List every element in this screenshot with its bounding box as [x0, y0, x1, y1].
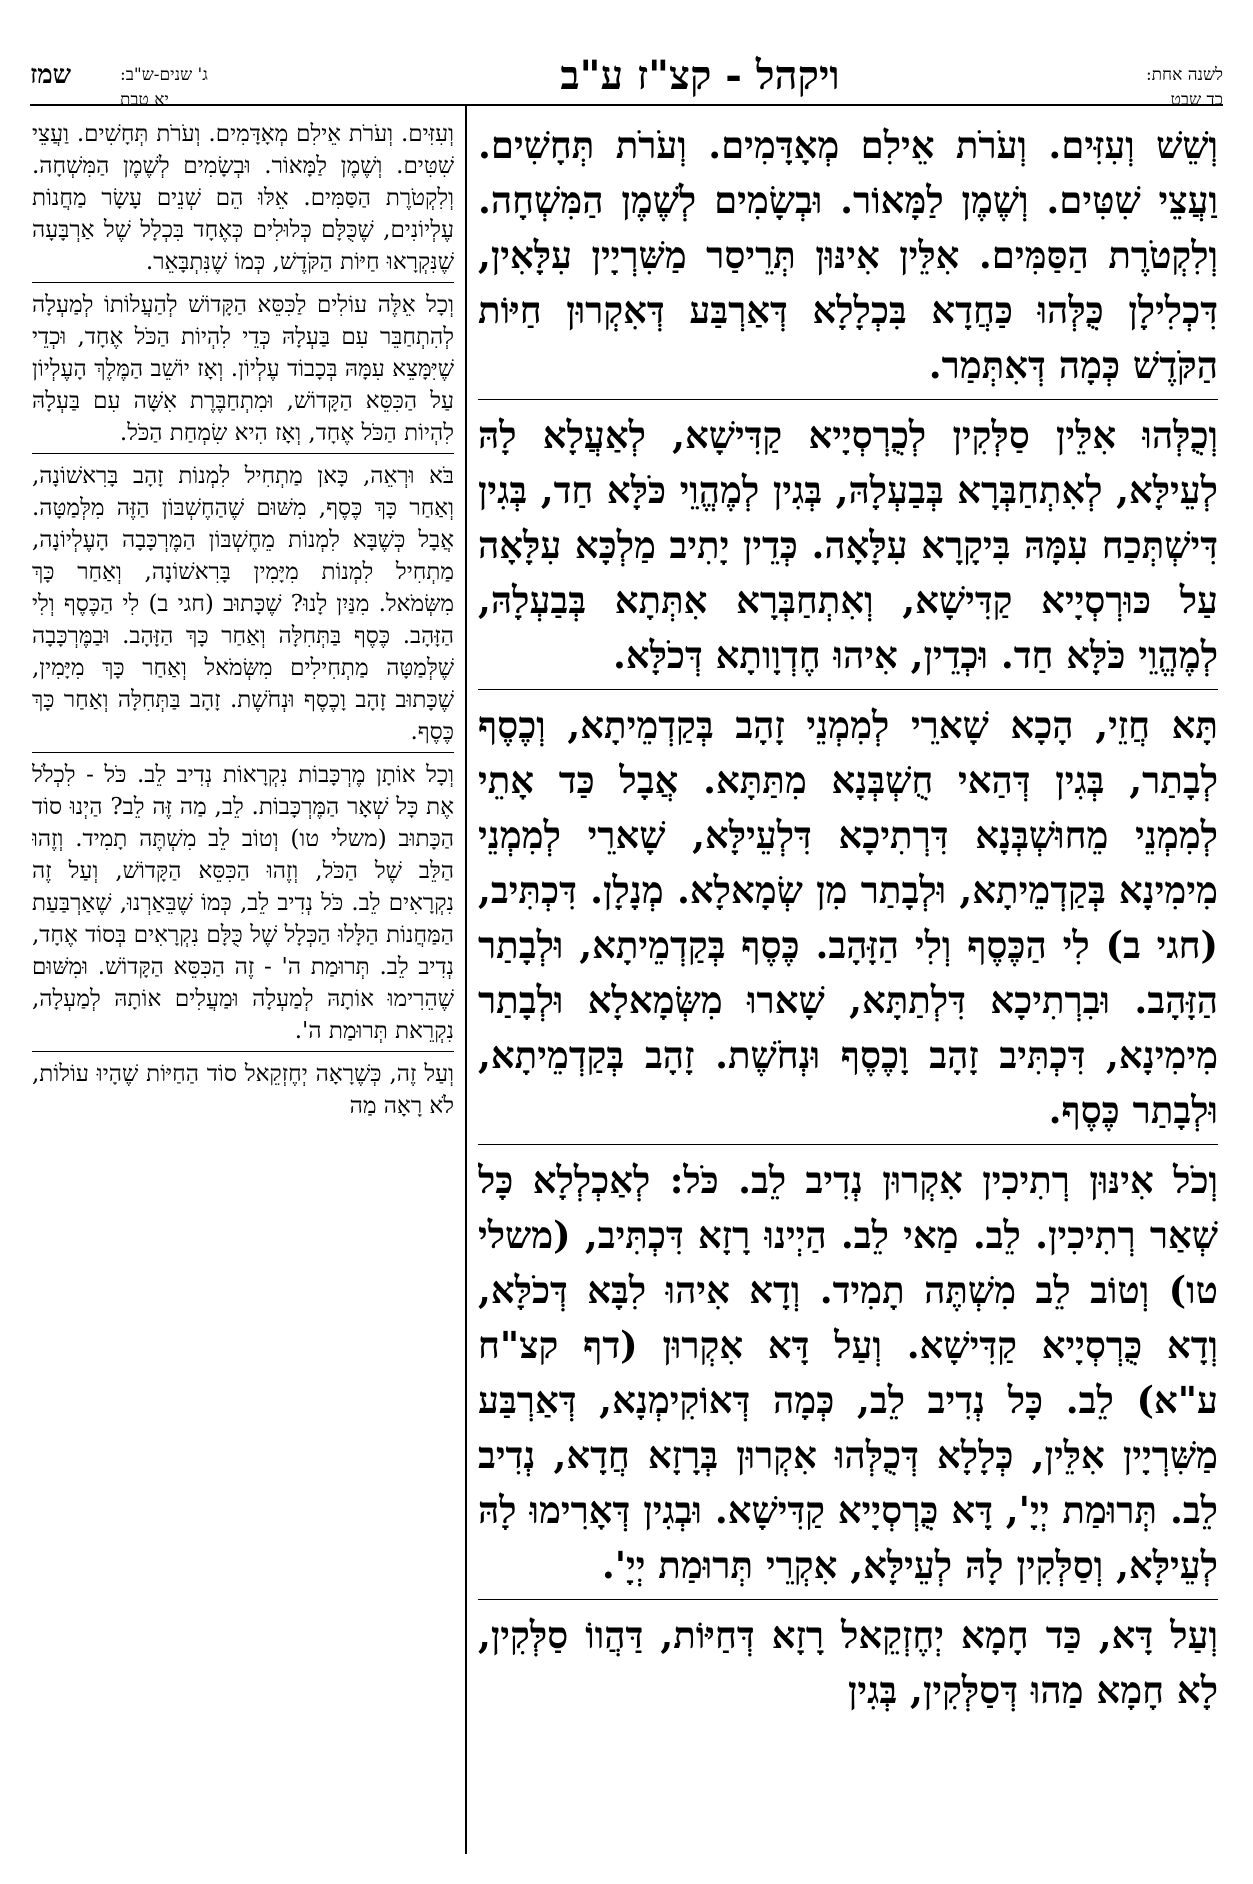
- commentary-paragraph: וְכָל אֵלֶּה עוֹלִים לַכִּסֵּא הַקָּדוֹשׁ לְהַעֲלוֹתוֹ לְמַעְלָה לְהִתְחַבֵּר עִם בַּעְלָהּ כְּדֵי לִהְיוֹת הַכֹּל אֶחָד, וּכְדֵי שֶׁיִּמָּצֵא עִמָּהּ בְּכָבוֹד עֶלְיוֹן. וְאָז יוֹשֵׁב הַמֶּלֶךְ הָעֶלְיוֹן עַל הַכִּסֵּא הַקָּדוֹשׁ, וּמִתְחַבֶּרֶת אִשָּׁה עִם בַּעְלָהּ לִהְיוֹת הַכֹּל אֶחָד, וְאָז הִיא שִׂמְחַת הַכֹּל.: [32, 289, 454, 454]
- main-text-column: [478, 118, 1218, 1858]
- schedule-three-years-label: ג' שנים-ש"ב:: [120, 65, 208, 85]
- schedule-one-year-date: כד שבט: [1170, 90, 1223, 110]
- schedule-three-years-date: יא טבת: [120, 90, 169, 110]
- column-divider: [465, 106, 467, 1854]
- main-paragraph: וְעַל דָּא, כַּד חָמָא יְחֶזְקֵאל רָזָא דְּחַיּוֹת, דַּהֲווֹ סַלְּקִין, לָא חָמָא מַהוּ דְּסַלְּקִין, בְּגִין: [478, 1613, 1218, 1712]
- commentary-paragraph: וְכָל אוֹתָן מֶרְכָּבוֹת נִקְרָאוֹת נְדִיב לֵב. כֹּל - לִכְלֹל אֶת כָּל שְׁאָר הַמֶּרְכָּבוֹת. לֵב, מַה זֶּה לֵב? הַיְנוּ סוֹד הַכָּתוּב (משלי טו) וְטוֹב לֵב מִשְׁתֶּה תָמִיד. וְזֶהוּ הַלֵּב שֶׁל הַכֹּל, וְזֶהוּ הַכִּסֵּא הַקָּדוֹשׁ, וְעַל זֶה נִקְרָאִים לֵב. כֹּל נְדִיב לֵב, כְּמוֹ שֶׁבֵּאַרְנוּ, שֶׁאַרְבַּעַת הַמַּחֲנוֹת הַלָּלוּ הַכְּלָל שֶׁל כֻּלָּם נִקְרָאִים בְּסוֹד אֶחָד, נְדִיב לֵב. תְּרוּמַת ה' - זֶה הַכִּסֵּא הַקָּדוֹשׁ. וּמִשּׁוּם שֶׁהֵרִימוּ אוֹתָהּ לְמַעְלָה וּמַעֲלִים אוֹתָהּ לְמַעְלָה, נִקְרֵאת תְּרוּמַת ה'.: [32, 759, 454, 1052]
- header-divider: [30, 104, 1223, 106]
- main-paragraph: וְשֵׁשׁ וְעִזִּים. וְעֹרֹת אֵילִם מְאָדָּמִים. וְעֹרֹת תְּחָשִׁים. וַעֲצֵי שִׁטִּים. וְשֶׁמֶן לַמָּאוֹר. וּבְשָׂמִים לְשֶׁמֶן הַמִּשְׁחָה. וְלִקְטֹרֶת הַסַּמִּים. אִלֵּין אִינּוּן תְּרֵיסַר מַשִּׁרְיָין עִלָּאִין, דִּכְלִילָן כֻּלְּהוּ כַּחֲדָא בִּכְלָלָא דְּאַרְבַּע דְּאִקְרוּן חַיּוֹת הַקֹּדֶשׁ כְּמָה דְּאִתְּמַר.: [478, 118, 1218, 400]
- page-title: ויקהל - קצ"ז ע"ב: [560, 52, 840, 99]
- commentary-paragraph: בֹּא וּרְאֵה, כָּאן מַתְחִיל לִמְנוֹת זָהָב בָּרִאשׁוֹנָה, וְאַחַר כָּךְ כֶּסֶף, מִשּׁוּם שֶׁהַחֶשְׁבּוֹן הַזֶּה מִלְּמַטָּה. אֲבָל כְּשֶׁבָּא לִמְנוֹת מֵחֶשְׁבּוֹן הַמֶּרְכָּבָה הָעֶלְיוֹנָה, מַתְחִיל לִמְנוֹת מִיָּמִין בָּרִאשׁוֹנָה, וְאַחַר כָּךְ מִשְּׂמֹאל. מִנַּיִן לָנוּ? שֶׁכָּתוּב (חגי ב) לִי הַכֶּסֶף וְלִי הַזָּהָב. כֶּסֶף בַּתְּחִלָּה וְאַחַר כָּךְ הַזָּהָב. וּבַמֶּרְכָּבָה שֶׁלְּמַטָּה מַתְחִילִים מִשְּׂמֹאל וְאַחַר כָּךְ מִיָּמִין, שֶׁכָּתוּב זָהָב וָכֶסֶף וּנְחֹשֶׁת. זָהָב בַּתְּחִלָּה וְאַחַר כָּךְ כֶּסֶף.: [32, 460, 454, 753]
- main-paragraph: וְכֹל אִינּוּן רְתִיכִין אִקְרוּן נְדִיב לֵב. כֹּל: לְאַכְלְלָא כָּל שְׁאַר רְתִיכִין. לֵב. מַאי לֵב. הַיְינוּ רָזָא דִּכְתִּיב, (משלי טו) וְטוֹב לֵב מִשְׁתֶּה תָמִיד. וְדָא אִיהוּ לִבָּא דְּכֹלָּא, וְדָא כֻּרְסְיָיא קַדִּישָׁא. וְעַל דָּא אִקְרוּן (דף קצ"ח ע"א) לֵב. כָּל נְדִיב לֵב, כְּמָה דְּאוֹקִימְנָא, דְּאַרְבַּע מַשִּׁרְיָין אִלֵּין, כְּלָלָא דְּכֻלְּהוּ אִקְרוּן בְּרָזָא חֲדָא, נְדִיב לֵב. תְּרוּמַת יְיָ', דָּא כֻּרְסְיָיא קַדִּישָׁא. וּבְגִין דְּאָרִימוּ לָהּ לְעֵילָּא, וְסַלְּקִין לָהּ לְעֵילָּא, אִקְרֵי תְּרוּמַת יְיָ'.: [478, 1153, 1218, 1600]
- main-paragraph: וְכֻלְּהוּ אִלֵּין סַלְּקִין לְכֻרְסְיָיא קַדִּישָׁא, לְאַעֲלָא לָהּ לְעֵילָּא, לְאִתְחַבְּרָא בְּבַעְלָהּ, בְּגִין לְמֶהֱוֵי כֹּלָּא חַד, בְּגִין דִּישְׁתְּכַח עִמָּהּ בִּיקָרָא עִלָּאָה. כְּדֵין יָתִיב מַלְכָּא עִלָּאָה עַל כּוּרְסְיָיא קַדִּישָׁא, וְאִתְחַבְּרָא אִתְּתָא בְּבַעְלָהּ, לְמֶהֱוֵי כֹּלָּא חַד. וּכְדֵין, אִיהוּ חֶדְוָותָא דְּכֹלָּא.: [478, 408, 1218, 690]
- schedule-one-year-label: לשנה אחת:: [1145, 65, 1223, 85]
- commentary-paragraph: וְעַל זֶה, כְּשֶׁרָאָה יְחֶזְקֵאל סוֹד הַחַיּוֹת שֶׁהָיוּ עוֹלוֹת, לֹא רָאָה מַה: [32, 1061, 454, 1119]
- commentary-paragraph: וְעִזִּים. וְעֹרֹת אֵילִם מְאָדָּמִים. וְעֹרֹת תְּחָשִׁים. וַעֲצֵי שִׁטִּים. וְשֶׁמֶן לַמָּאוֹר. וּבְשָׂמִים לְשֶׁמֶן הַמִּשְׁחָה. וְלִקְטֹרֶת הַסַּמִּים. אֵלּוּ הֵם שְׁנֵים עָשָׂר מַחֲנוֹת עֶלְיוֹנִים, שֶׁכֻּלָּם כְּלוּלִים כְּאֶחָד בִּכְלָל שֶׁל אַרְבָּעָה שֶׁנִּקְרָאוּ חַיּוֹת הַקֹּדֶשׁ, כְּמוֹ שֶׁנִּתְבָּאֵר.: [32, 118, 454, 283]
- page-header: [30, 50, 1223, 110]
- page-number: שמז: [30, 60, 72, 90]
- main-paragraph: תָּא חֲזֵי, הָכָא שָׁארֵי לְמִמְנֵי זָהָב בְּקַדְמֵיתָא, וְכֶסֶף לְבָתַר, בְּגִין דְּהַאי חֻשְׁבְּנָא מִתַּתָּא. אֲבָל כַּד אָתֵי לְמִמְנֵי מֵחוּשְׁבְּנָא דִּרְתִיכָא דִּלְעֵילָּא, שָׁארֵי לְמִמְנֵי מִימִינָא בְּקַדְמֵיתָא, וּלְבָתַר מִן שְׂמָאלָא. מְנָלָן. דִּכְתִּיב, (חגי ב) לִי הַכֶּסֶף וְלִי הַזָּהָב. כֶּסֶף בְּקַדְמֵיתָא, וּלְבָתַר הַזָּהָב. וּבִרְתִיכָא דִּלְתַתָּא, שָׁארוּ מִשְּׂמָאלָא וּלְבָתַר מִימִינָא, דִּכְתִּיב זָהָב וָכֶסֶף וּנְחֹשֶׁת. זָהָב בְּקַדְמֵיתָא, וּלְבָתַר כֶּסֶף.: [478, 698, 1218, 1145]
- commentary-column: [32, 118, 454, 1858]
